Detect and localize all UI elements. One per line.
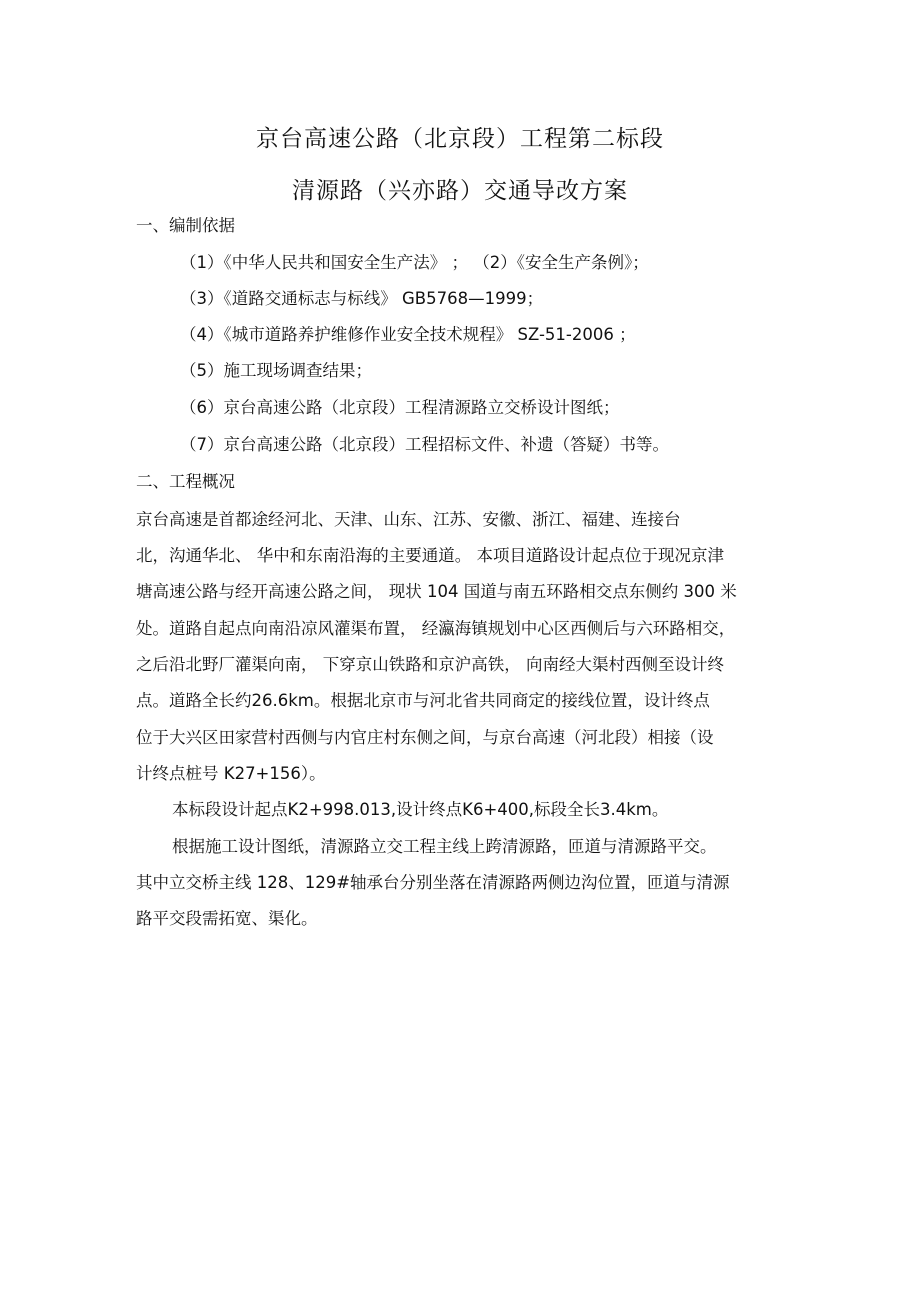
basis-item: （6）京台高速公路（北京段）工程清源路立交桥设计图纸； [180,398,620,417]
basis-item: （7）京台高速公路（北京段）工程招标文件、补遗（答疑）书等。 [180,435,669,454]
design-paragraph-line: 其中立交桥主线 128、129#轴承台分别坐落在清源路两侧边沟位置，匝道与清源 [136,873,730,892]
section-range-paragraph: 本标段设计起点K2+998.013,设计终点K6+400,标段全长3.4km。 [172,800,669,819]
overview-line: 北，沟通华北、 华中和东南沿海的主要通道。 本项目道路设计起点位于现况京津 [136,546,724,565]
document-title-line2: 清源路（兴亦路）交通导改方案 [292,178,628,204]
overview-line: 计终点桩号 K27+156）。 [136,764,326,783]
basis-item: （5）施工现场调查结果； [180,361,372,380]
design-paragraph-line: 路平交段需拓宽、渠化。 [136,909,318,928]
overview-line: 京台高速是首都途经河北、天津、山东、江苏、安徽、浙江、福建、连接台 [136,510,681,529]
section1-heading: 一、编制依据 [136,216,235,235]
basis-item: （1）《中华人民共和国安全生产法》 ； （2）《安全生产条例》； [180,253,649,272]
design-paragraph-line: 根据施工设计图纸，清源路立交工程主线上跨清源路，匝道与清源路平交。 [172,837,717,856]
basis-item: （4）《城市道路养护维修作业安全技术规程》 SZ-51-2006 ； [180,325,636,344]
overview-line: 位于大兴区田家营村西侧与内官庄村东侧之间，与京台高速（河北段）相接（设 [136,728,714,747]
document-title-line1: 京台高速公路（北京段）工程第二标段 [256,126,664,152]
overview-line: 点。道路全长约26.6km。根据北京市与河北省共同商定的接线位置，设计终点 [136,691,710,710]
basis-item: （3）《道路交通标志与标线》 GB5768—1999； [180,289,544,308]
section2-heading: 二、工程概况 [136,472,235,491]
overview-line: 塘高速公路与经开高速公路之间， 现状 104 国道与南五环路相交点东侧约 300 米 [136,582,737,601]
overview-line: 之后沿北野厂灌渠向南， 下穿京山铁路和京沪高铁， 向南经大渠村西侧至设计终 [136,655,724,674]
overview-line: 处。道路自起点向南沿凉风灌渠布置， 经瀛海镇规划中心区西侧后与六环路相交， [136,619,736,638]
